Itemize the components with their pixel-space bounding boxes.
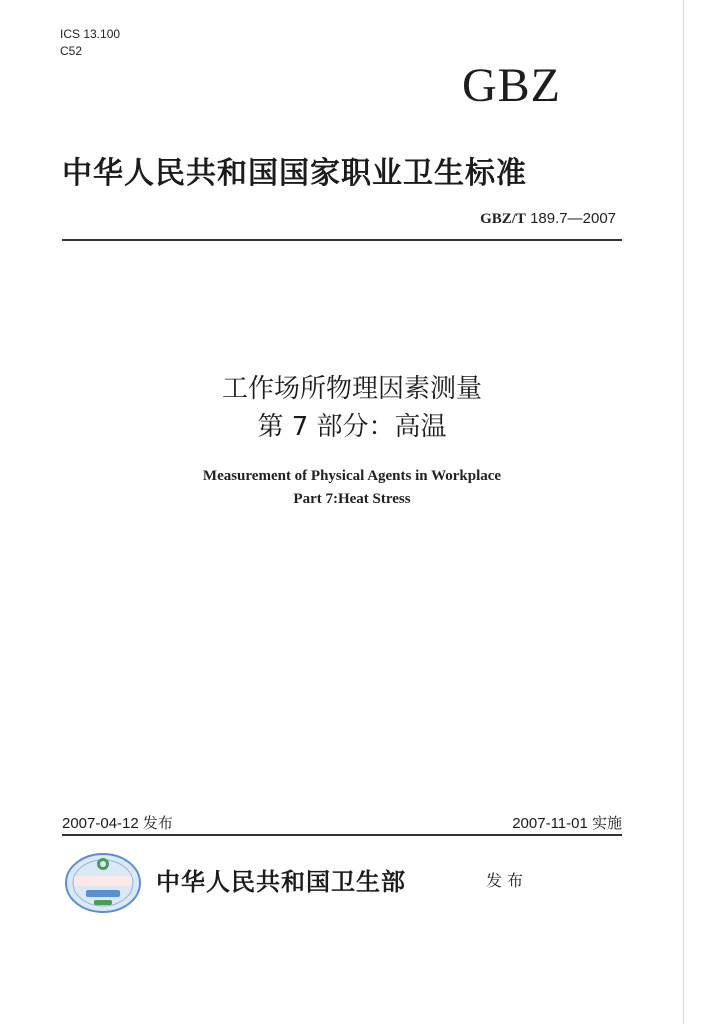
top-divider	[62, 239, 622, 241]
issuer-action: 发布	[486, 871, 529, 890]
issue-date: 2007-04-12 发布	[62, 815, 173, 832]
category-code: C52	[60, 44, 83, 58]
publisher-seal-icon	[64, 852, 142, 914]
classification-block	[60, 26, 120, 60]
bottom-divider	[62, 834, 622, 836]
issuer-name: 中华人民共和国卫生部	[156, 867, 406, 896]
ics-code: ICS 13.100	[60, 27, 121, 41]
title-english-line1: Measurement of Physical Agents in Workplace	[202, 468, 502, 484]
title-english-line2: Part 7:Heat Stress	[293, 491, 411, 507]
standard-name: 中华人民共和国国家职业卫生标准	[62, 156, 527, 191]
title-chinese-line2: 第 7 部分：高温	[257, 412, 447, 442]
title-chinese-line1: 工作场所物理因素测量	[221, 374, 482, 404]
page-edge	[683, 0, 684, 1024]
standard-code: GBZ/T	[480, 211, 526, 227]
implementation-date: 2007-11-01 实施	[512, 815, 622, 832]
standard-number-value: 189.7—2007	[530, 210, 616, 227]
gbz-logo: GBZ	[462, 59, 561, 112]
standard-number	[480, 210, 616, 228]
